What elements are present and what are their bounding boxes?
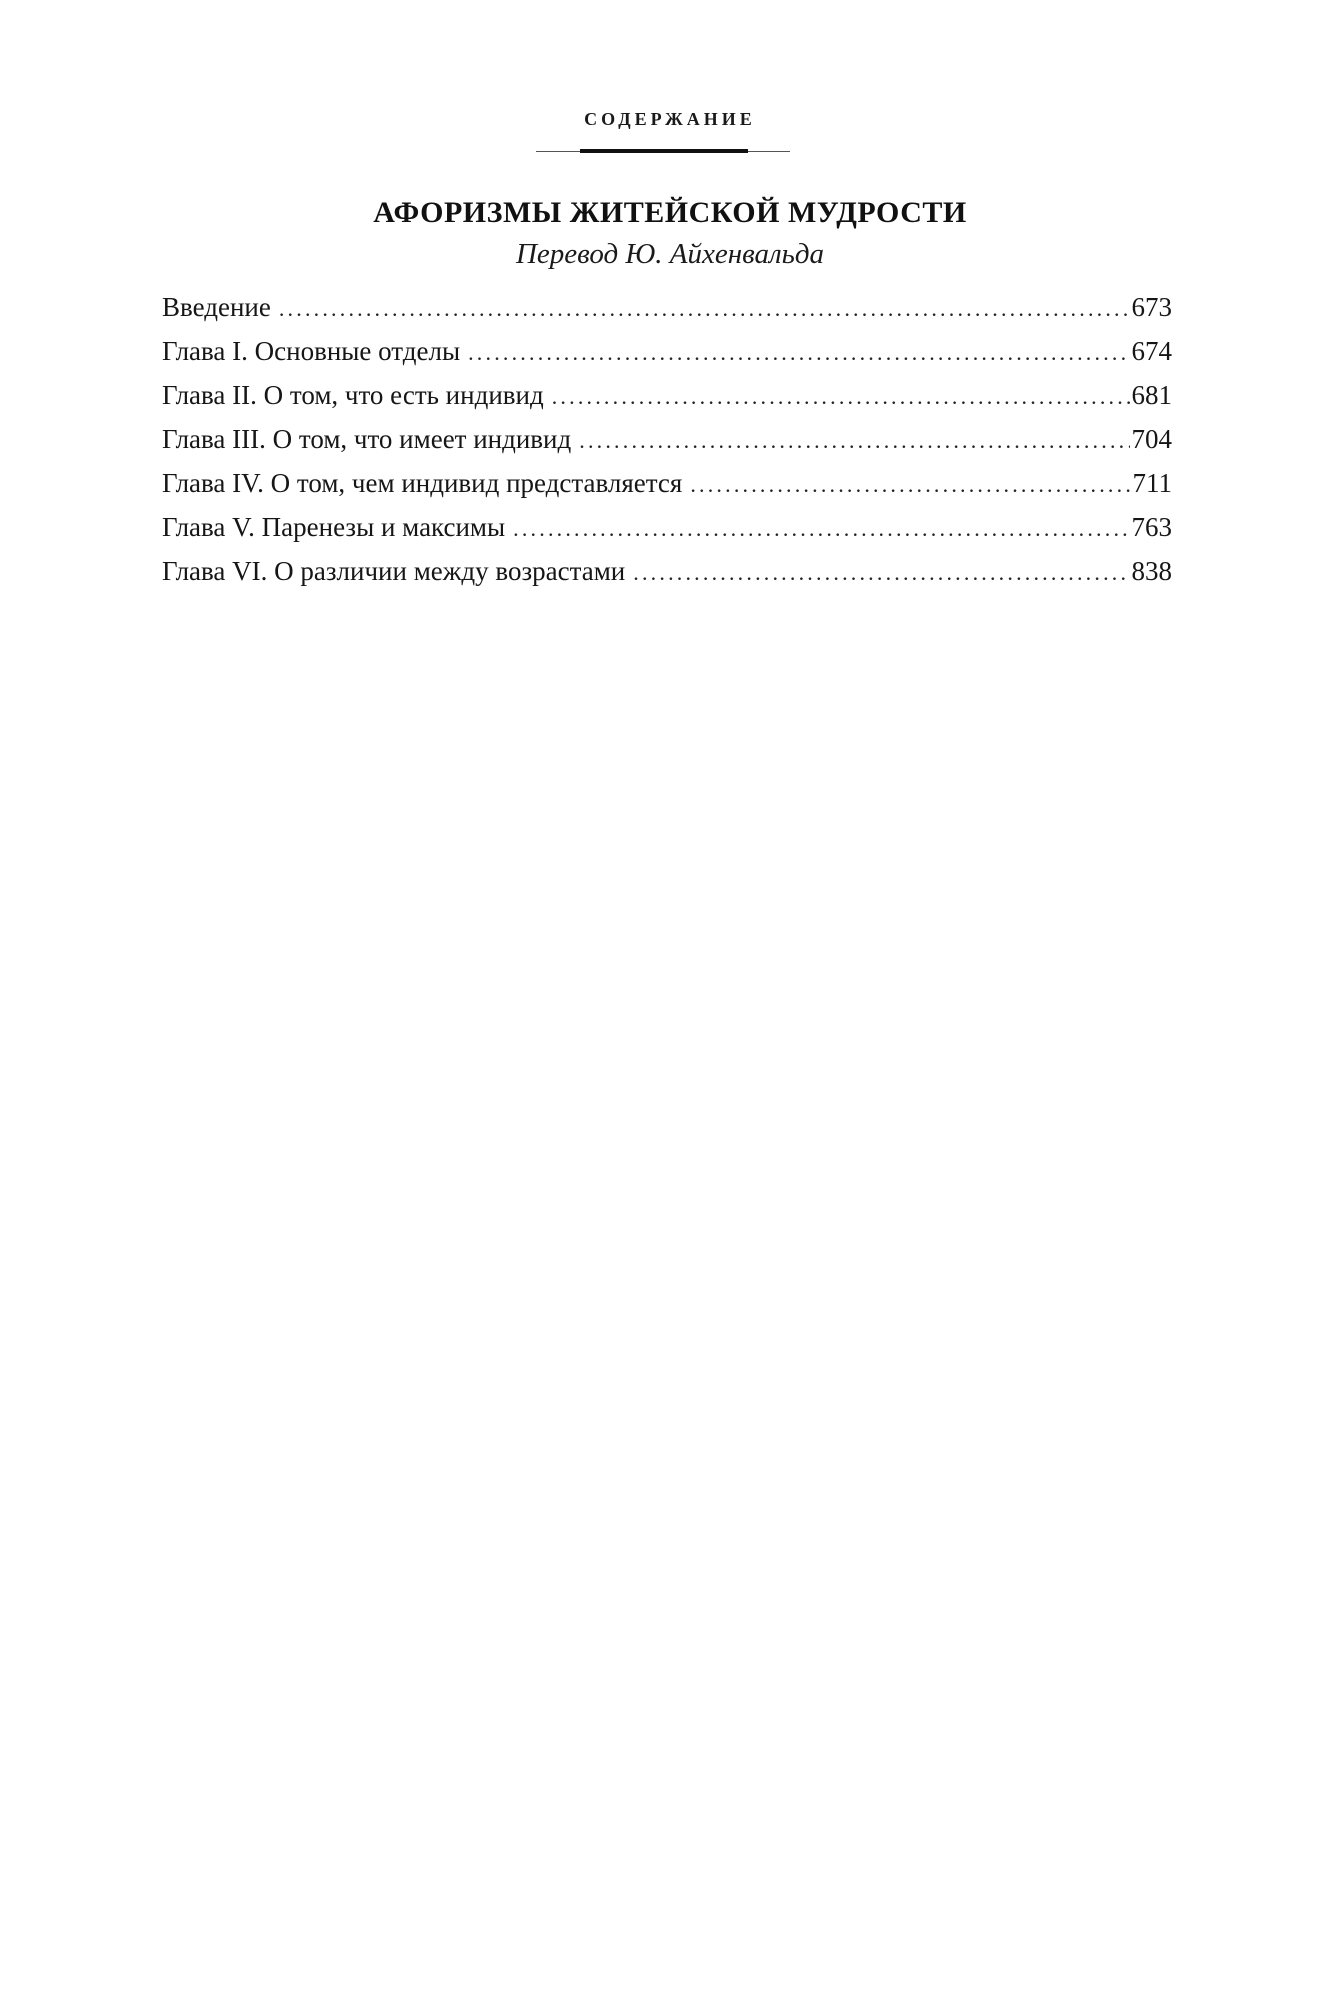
toc-entry-page: 838 [1131, 556, 1172, 586]
running-head: СОДЕРЖАНИЕ [584, 109, 756, 129]
toc-entry [162, 510, 1172, 554]
section-title: АФОРИЗМЫ ЖИТЕЙСКОЙ МУДРОСТИ [373, 196, 967, 229]
toc-entry-page: 763 [1131, 512, 1172, 542]
toc-entry [162, 422, 1172, 466]
toc-entry-label: Глава VI. О различии между возрастами [162, 556, 626, 586]
toc-entry-label: Глава IV. О том, чем индивид представляется [162, 468, 683, 498]
toc-entry [162, 378, 1172, 422]
toc-entry-page: 674 [1131, 336, 1172, 366]
header-rule-thick [580, 149, 748, 153]
toc-entry [162, 554, 1172, 598]
toc-entry [162, 466, 1172, 510]
toc-entry [162, 334, 1172, 378]
dot-leader [579, 424, 1129, 458]
toc-entry [162, 290, 1172, 334]
toc-entry-label: Глава V. Паренезы и максимы [162, 512, 506, 542]
toc-entry-page: 681 [1131, 380, 1172, 410]
dot-leader [552, 380, 1130, 414]
dot-leader [633, 556, 1129, 590]
dot-leader [279, 292, 1130, 326]
dot-leader [690, 468, 1130, 502]
dot-leader [468, 336, 1129, 370]
toc-entry-label: Глава II. О том, что есть индивид [162, 380, 544, 410]
toc-entry-label: Введение [162, 292, 271, 322]
table-of-contents [162, 290, 1172, 598]
toc-entry-page: 704 [1131, 424, 1172, 454]
translator-subtitle: Перевод Ю. Айхенвальда [515, 238, 825, 270]
toc-entry-page: 711 [1132, 468, 1172, 498]
toc-entry-label: Глава III. О том, что имеет индивид [162, 424, 572, 454]
dot-leader [513, 512, 1129, 546]
toc-entry-page: 673 [1131, 292, 1172, 322]
toc-entry-label: Глава I. Основные отделы [162, 336, 461, 366]
